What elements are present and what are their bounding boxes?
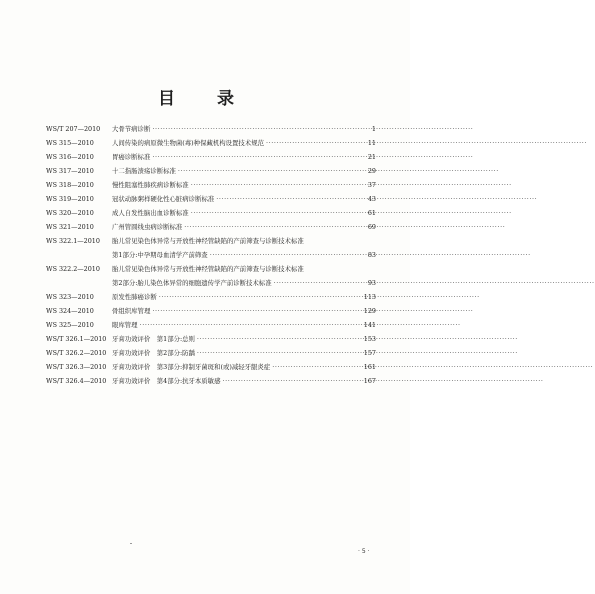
toc-row[interactable] bbox=[46, 292, 376, 304]
page-title: 目 录 bbox=[158, 89, 252, 109]
toc-code: WS/T 207—2010 bbox=[46, 125, 101, 133]
toc-code: WS 323—2010 bbox=[46, 293, 94, 301]
toc-page: 1 bbox=[371, 125, 376, 133]
toc-code: WS 315—2010 bbox=[46, 139, 94, 147]
toc-name: 牙膏功效评价 第4部分:抗牙本质敏感 bbox=[112, 377, 221, 385]
toc-page: 61 bbox=[367, 209, 376, 217]
toc-name: 第1部分:中孕期母血清学产前筛查 bbox=[112, 251, 208, 259]
leader-dots bbox=[178, 167, 365, 175]
toc-name: 牙膏功效评价 第2部分:防龋 bbox=[112, 349, 195, 357]
toc-row[interactable] bbox=[46, 376, 376, 388]
toc-row[interactable] bbox=[46, 152, 376, 164]
toc-row[interactable] bbox=[46, 222, 376, 234]
leader-dots bbox=[216, 195, 365, 203]
toc-row[interactable] bbox=[46, 180, 376, 192]
toc-code: WS 318—2010 bbox=[46, 181, 94, 189]
toc-name: 第2部分:胎儿染色体异常的细胞遗传学产前诊断技术标准 bbox=[112, 279, 272, 287]
toc-row[interactable] bbox=[46, 166, 376, 178]
toc-row[interactable] bbox=[46, 236, 376, 248]
toc-code: WS/T 326.3—2010 bbox=[46, 363, 107, 371]
leader-dots bbox=[191, 209, 365, 217]
leader-dots bbox=[272, 363, 362, 371]
toc-page: 113 bbox=[363, 293, 376, 301]
toc-page: 11 bbox=[367, 139, 376, 147]
toc-page: 167 bbox=[363, 377, 376, 385]
toc-code: WS 324—2010 bbox=[46, 307, 94, 315]
toc-row[interactable] bbox=[46, 124, 376, 136]
leader-dots bbox=[140, 321, 362, 329]
toc-row[interactable] bbox=[46, 306, 376, 318]
leader-dots bbox=[210, 251, 365, 259]
toc-row[interactable] bbox=[46, 334, 376, 346]
leader-dots bbox=[197, 349, 362, 357]
leader-dots bbox=[274, 279, 365, 287]
toc-row[interactable] bbox=[46, 278, 376, 290]
toc-page: 129 bbox=[363, 307, 376, 315]
toc-page: 21 bbox=[367, 153, 376, 161]
toc-row[interactable] bbox=[46, 250, 376, 262]
toc-page: 157 bbox=[363, 349, 376, 357]
leader-dots bbox=[191, 181, 365, 189]
toc-code: WS 322.2—2010 bbox=[46, 265, 100, 273]
toc-code: WS/T 326.4—2010 bbox=[46, 377, 107, 385]
toc-name: 人间传染的病原微生物菌(毒)种保藏机构设置技术规范 bbox=[112, 139, 264, 147]
toc-name: 胎儿常见染色体异常与开放性神经管缺陷的产前筛查与诊断技术标准 bbox=[112, 237, 304, 245]
toc-name: 牙膏功效评价 第3部分:抑制牙菌斑和(或)减轻牙龈炎症 bbox=[112, 363, 271, 371]
toc-name: 骨组织库管理 bbox=[112, 307, 151, 315]
leader-dots bbox=[152, 307, 361, 315]
toc-name: 牙膏功效评价 第1部分:总则 bbox=[112, 335, 195, 343]
toc-code: WS 322.1—2010 bbox=[46, 237, 100, 245]
toc-page: 43 bbox=[367, 195, 376, 203]
toc-name: 成人自发性脑出血诊断标准 bbox=[112, 209, 189, 217]
toc-code: WS 319—2010 bbox=[46, 195, 94, 203]
leader-dots bbox=[159, 293, 362, 301]
toc-name: 大骨节病诊断 bbox=[112, 125, 151, 133]
toc-code: WS/T 326.2—2010 bbox=[46, 349, 107, 357]
toc-page: 141 bbox=[363, 321, 376, 329]
toc-code: WS 316—2010 bbox=[46, 153, 94, 161]
toc-code: WS/T 326.1—2010 bbox=[46, 335, 107, 343]
toc-name: 胎儿常见染色体异常与开放性神经管缺陷的产前筛查与诊断技术标准 bbox=[112, 265, 304, 273]
toc-code: WS 321—2010 bbox=[46, 223, 94, 231]
leader-dots bbox=[184, 223, 365, 231]
toc-name: 十二指肠溃疡诊断标准 bbox=[112, 167, 176, 175]
toc-row[interactable] bbox=[46, 348, 376, 360]
toc-page: 37 bbox=[367, 181, 376, 189]
toc-name: 广州管圆线虫病诊断标准 bbox=[112, 223, 183, 231]
toc-row[interactable] bbox=[46, 138, 376, 150]
toc-page: 83 bbox=[367, 251, 376, 259]
toc-row[interactable] bbox=[46, 194, 376, 206]
toc-code: WS 317—2010 bbox=[46, 167, 94, 175]
toc-name: 慢性阻塞性肺疾病诊断标准 bbox=[112, 181, 189, 189]
toc-page: 153 bbox=[363, 335, 376, 343]
toc-code: WS 320—2010 bbox=[46, 209, 94, 217]
toc-page: 93 bbox=[367, 279, 376, 287]
toc-code: WS 325—2010 bbox=[46, 321, 94, 329]
scan-speck bbox=[130, 543, 132, 544]
leader-dots bbox=[152, 153, 365, 161]
toc-name: 眼库管理 bbox=[112, 321, 138, 329]
toc-row[interactable] bbox=[46, 320, 376, 332]
toc-name: 原发性肺癌诊断 bbox=[112, 293, 157, 301]
toc-page: 161 bbox=[363, 363, 376, 371]
toc-row[interactable] bbox=[46, 362, 376, 374]
toc-name: 冠状动脉粥样硬化性心脏病诊断标准 bbox=[112, 195, 215, 203]
leader-dots bbox=[266, 139, 365, 147]
toc-page: 69 bbox=[367, 223, 376, 231]
page-number: · 5 · bbox=[358, 548, 370, 555]
leader-dots bbox=[197, 335, 362, 343]
leader-dots bbox=[152, 125, 365, 133]
leader-dots bbox=[222, 377, 361, 385]
toc-page: 29 bbox=[367, 167, 376, 175]
toc-name: 胃癌诊断标准 bbox=[112, 153, 151, 161]
toc-row[interactable] bbox=[46, 264, 376, 276]
toc-row[interactable] bbox=[46, 208, 376, 220]
